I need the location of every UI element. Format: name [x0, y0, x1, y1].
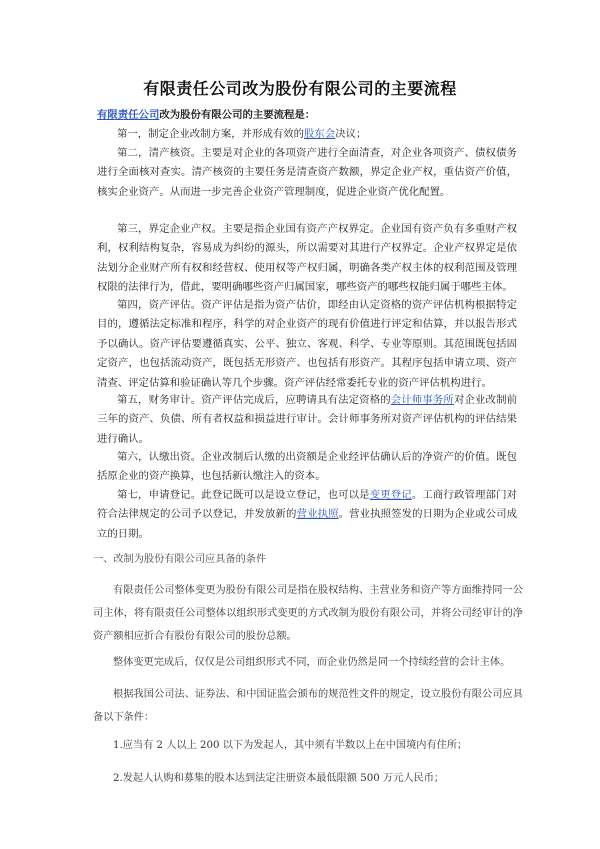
step-2: 第二，清产核资。主要是对企业的各项资产进行全面清查，对企业各项资产、债权债务进行全面核对查实。清产核资的主要任务是清查资产数额，界定企业产权，重估资产价值，核实企业资产。从而进一步完善企业资产管理制度，促进企业资产优化配置。 [97, 147, 517, 198]
step-5-text: 第五，财务审计。资产评估完成后，应聘请具有法定资格的 [117, 394, 391, 406]
section-paragraph-2: 整体变更完成后，仅仅是公司组织形式不同，而企业仍然是同一个持续经营的会计主体。 [113, 657, 511, 668]
step-1-text: 第一，制定企业改制方案，并形成有效的 [117, 128, 305, 140]
intro-text: 改为股份有限公司的主要流程是： [159, 109, 316, 121]
step-1-end: 决议； [335, 128, 367, 140]
accounting-firm-link[interactable]: 会计师事务所 [390, 394, 454, 406]
step-6: 第六，认缴出资。企业改制后认缴的出资额是企业经评估确认后的净资产的价值。既包括原企业的资产换算，也包括新认缴注入的资本。 [97, 451, 517, 483]
condition-1: 1.应当有 2 人以上 200 以下为发起人，其中须有半数以上在中国境内有住所； [113, 740, 468, 751]
condition-2: 2.发起人认购和募集的股本达到法定注册资本最低限额 500 万元人民币； [113, 773, 445, 784]
document-title: 有限责任公司改为股份有限公司的主要流程 [143, 79, 457, 98]
shareholders-meeting-link[interactable]: 股东会 [304, 128, 336, 140]
step-5 [97, 391, 517, 449]
business-license-link[interactable]: 营业执照 [296, 508, 339, 521]
section-heading: 一、改制为股份有限公司应具备的条件 [93, 554, 267, 565]
step-7-mid: 。工商行政管理部门对符合法律规定的公司予以登记，并发放新的 [97, 489, 518, 521]
section-paragraph-3: 根据我国公司法、证券法、和中国证监会颁布的规范性文件的规定，设立股份有限公司应具备以下条件： [93, 689, 523, 723]
step-1 [97, 125, 517, 144]
change-registration-link[interactable]: 变更登记 [369, 489, 412, 501]
step-4: 第四，资产评估。资产评估是指为资产估价，即经由认定资格的资产评估机构根据特定目的，遵循法定标准和程序，科学的对企业资产的现有价值进行评定和估算，并以报告形式予以确认。资产评估要遵循真实、公平、独立、客观、科学、专业等原则。其范围既包括固定资产，也包括流动资产，既包括无形资产、也包括有形资产。其程序包括申请立项、资产清查、评定估算和验证确认等几个步骤。资产评估经常委托专业的资产评估机构进行。 [97, 299, 517, 389]
limited-company-link[interactable]: 有限责任公司 [97, 109, 160, 121]
step-5-end: 对企业改制前三年的资产、负债、所有者权益和损益进行审计。会计师事务所对资产评估机构的评估结果进行确认。 [97, 394, 518, 445]
section-paragraph-1: 有限责任公司整体变更为股份有限公司是指在股权结构、主营业务和资产等方面维持同一公司主体，将有限责任公司整体以组织形式变更的方式改制为股份有限公司，并将公司经审计的净资产额相应折合有股份有限公司的股份总额。 [93, 585, 523, 642]
intro-line [97, 106, 517, 125]
step-7-text: 第七，申请登记。此登记既可以是设立登记，也可以是 [117, 489, 370, 501]
step-7 [97, 486, 517, 544]
step-7-end: 。营业执照签发的日期为企业或公司成立的日期。 [97, 508, 518, 540]
step-3: 第三，界定企业产权。主要是指企业国有资产产权界定。企业国有资产负有多重财产权利，权利结构复杂，容易成为纠纷的源头，所以需要对其进行产权界定。企业产权界定是依法划分企业财产所有权和经营权、使用权等产权归属，明确各类产权主体的权利范围及管理权限的法律行为，借此，要明确哪些资产归属国家，哪些资产的哪些权能归属于哪些主体。 [97, 223, 517, 294]
